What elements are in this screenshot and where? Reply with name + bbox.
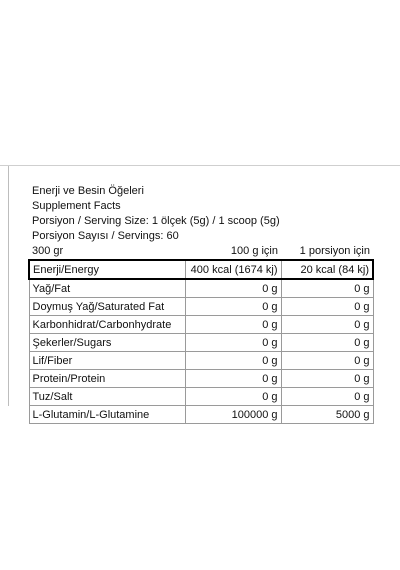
- table-row: [29, 352, 373, 370]
- value-per-serving: 0 g: [281, 370, 373, 388]
- header-per-serving: 1 porsiyon için: [281, 242, 373, 260]
- nutrient-name: Enerji/Energy: [29, 260, 185, 279]
- sheet-edge-line: [8, 166, 9, 406]
- table-row: [29, 260, 373, 279]
- table-row: [29, 406, 373, 424]
- value-per-100g: 0 g: [185, 352, 281, 370]
- value-per-100g: 0 g: [185, 298, 281, 316]
- nutrient-name: Protein/Protein: [29, 370, 185, 388]
- table-header-row: [29, 242, 373, 260]
- value-per-serving: 0 g: [281, 316, 373, 334]
- table-row: [29, 388, 373, 406]
- nutrient-name: Şekerler/Sugars: [29, 334, 185, 352]
- nutrient-name: Yağ/Fat: [29, 279, 185, 298]
- value-per-100g: 0 g: [185, 316, 281, 334]
- nutrient-name: Lif/Fiber: [29, 352, 185, 370]
- value-per-serving: 5000 g: [281, 406, 373, 424]
- nutrient-name: Tuz/Salt: [29, 388, 185, 406]
- nutrient-name: Karbonhidrat/Carbonhydrate: [29, 316, 185, 334]
- value-per-100g: 0 g: [185, 388, 281, 406]
- table-row: [29, 316, 373, 334]
- table-row: [29, 370, 373, 388]
- header-per-100g: 100 g için: [185, 242, 281, 260]
- nutrient-name: L-Glutamin/L-Glutamine: [29, 406, 185, 424]
- nutrition-sheet: [0, 165, 400, 421]
- value-per-serving: 0 g: [281, 334, 373, 352]
- value-per-serving: 0 g: [281, 352, 373, 370]
- value-per-serving: 0 g: [281, 279, 373, 298]
- serving-size-line: Porsiyon / Serving Size: 1 ölçek (5g) / 1 scoop (5g): [32, 215, 280, 227]
- value-per-100g: 0 g: [185, 334, 281, 352]
- value-per-100g: 100000 g: [185, 406, 281, 424]
- energy-nutrients-title: Enerji ve Besin Öğeleri: [32, 185, 144, 197]
- value-per-100g: 400 kcal (1674 kj): [185, 260, 281, 279]
- value-per-100g: 0 g: [185, 370, 281, 388]
- nutrition-table: [28, 242, 374, 424]
- servings-count-line: Porsiyon Sayısı / Servings: 60: [32, 230, 179, 242]
- value-per-serving: 20 kcal (84 kj): [281, 260, 373, 279]
- nutrient-name: Doymuş Yağ/Saturated Fat: [29, 298, 185, 316]
- value-per-serving: 0 g: [281, 388, 373, 406]
- table-row: [29, 298, 373, 316]
- value-per-serving: 0 g: [281, 298, 373, 316]
- table-row: [29, 334, 373, 352]
- value-per-100g: 0 g: [185, 279, 281, 298]
- supplement-facts-title: Supplement Facts: [32, 200, 121, 212]
- header-net-weight: 300 gr: [29, 242, 185, 260]
- table-row: [29, 279, 373, 298]
